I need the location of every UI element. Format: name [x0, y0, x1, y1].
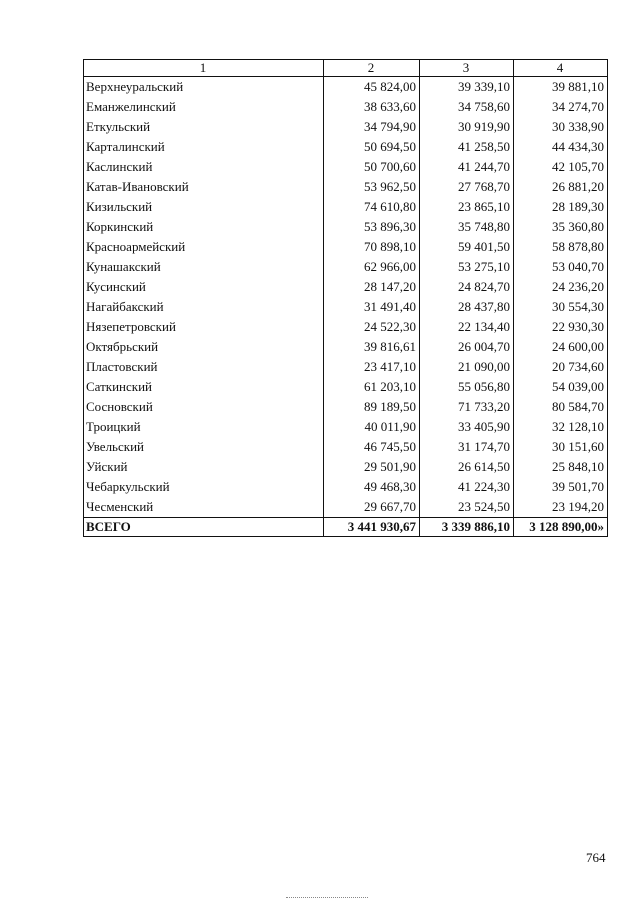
- value-cell-col-4: 28 189,30: [514, 197, 608, 217]
- value-cell-col-2: 70 898,10: [324, 237, 420, 257]
- value-cell-col-3: 26 614,50: [420, 457, 514, 477]
- district-name-cell: Нагайбакский: [84, 297, 324, 317]
- value-cell-col-2: 50 694,50: [324, 137, 420, 157]
- value-cell-col-2: 40 011,90: [324, 417, 420, 437]
- total-col-4: 3 128 890,00»: [514, 518, 608, 537]
- total-col-2: 3 441 930,67: [324, 518, 420, 537]
- district-name-cell: Нязепетровский: [84, 317, 324, 337]
- table-row: [84, 377, 608, 397]
- value-cell-col-2: 39 816,61: [324, 337, 420, 357]
- value-cell-col-3: 34 758,60: [420, 97, 514, 117]
- district-name-cell: Троицкий: [84, 417, 324, 437]
- value-cell-col-3: 24 824,70: [420, 277, 514, 297]
- district-name-cell: Октябрьский: [84, 337, 324, 357]
- value-cell-col-4: 20 734,60: [514, 357, 608, 377]
- value-cell-col-2: 74 610,80: [324, 197, 420, 217]
- district-name-cell: Карталинский: [84, 137, 324, 157]
- district-name-cell: Увельский: [84, 437, 324, 457]
- value-cell-col-3: 27 768,70: [420, 177, 514, 197]
- table-row: [84, 117, 608, 137]
- table-row: [84, 337, 608, 357]
- district-name-cell: Коркинский: [84, 217, 324, 237]
- table-row: [84, 497, 608, 518]
- value-cell-col-2: 49 468,30: [324, 477, 420, 497]
- header-row: [84, 60, 608, 77]
- value-cell-col-4: 24 600,00: [514, 337, 608, 357]
- district-name-cell: Кунашакский: [84, 257, 324, 277]
- value-cell-col-2: 53 962,50: [324, 177, 420, 197]
- district-name-cell: Сосновский: [84, 397, 324, 417]
- value-cell-col-3: 59 401,50: [420, 237, 514, 257]
- column-header-1: 1: [84, 60, 324, 77]
- value-cell-col-3: 23 865,10: [420, 197, 514, 217]
- value-cell-col-3: 55 056,80: [420, 377, 514, 397]
- table-row: [84, 437, 608, 457]
- value-cell-col-3: 30 919,90: [420, 117, 514, 137]
- table-row: [84, 417, 608, 437]
- value-cell-col-3: 33 405,90: [420, 417, 514, 437]
- total-col-3: 3 339 886,10: [420, 518, 514, 537]
- value-cell-col-2: 53 896,30: [324, 217, 420, 237]
- table-footer: [84, 518, 608, 537]
- table-row: [84, 217, 608, 237]
- district-name-cell: Кусинский: [84, 277, 324, 297]
- value-cell-col-4: 39 881,10: [514, 77, 608, 98]
- table-row: [84, 277, 608, 297]
- table-row: [84, 157, 608, 177]
- table-header: [84, 60, 608, 77]
- table-row: [84, 137, 608, 157]
- value-cell-col-4: 53 040,70: [514, 257, 608, 277]
- value-cell-col-4: 44 434,30: [514, 137, 608, 157]
- table-row: [84, 97, 608, 117]
- table-row: [84, 357, 608, 377]
- value-cell-col-3: 31 174,70: [420, 437, 514, 457]
- value-cell-col-4: 42 105,70: [514, 157, 608, 177]
- district-name-cell: Катав-Ивановский: [84, 177, 324, 197]
- table-row: [84, 297, 608, 317]
- district-name-cell: Чесменский: [84, 497, 324, 518]
- table-row: [84, 237, 608, 257]
- value-cell-col-3: 41 244,70: [420, 157, 514, 177]
- value-cell-col-2: 29 501,90: [324, 457, 420, 477]
- table-row: [84, 77, 608, 98]
- table-row: [84, 257, 608, 277]
- total-label: ВСЕГО: [84, 518, 324, 537]
- table-row: [84, 457, 608, 477]
- value-cell-col-3: 26 004,70: [420, 337, 514, 357]
- value-cell-col-4: 25 848,10: [514, 457, 608, 477]
- value-cell-col-4: 30 151,60: [514, 437, 608, 457]
- district-name-cell: Красноармейский: [84, 237, 324, 257]
- value-cell-col-4: 23 194,20: [514, 497, 608, 518]
- value-cell-col-3: 22 134,40: [420, 317, 514, 337]
- value-cell-col-2: 62 966,00: [324, 257, 420, 277]
- value-cell-col-2: 45 824,00: [324, 77, 420, 98]
- table-row: [84, 397, 608, 417]
- district-name-cell: Уйский: [84, 457, 324, 477]
- value-cell-col-4: 34 274,70: [514, 97, 608, 117]
- value-cell-col-2: 61 203,10: [324, 377, 420, 397]
- value-cell-col-3: 71 733,20: [420, 397, 514, 417]
- value-cell-col-4: 30 554,30: [514, 297, 608, 317]
- value-cell-col-2: 24 522,30: [324, 317, 420, 337]
- table-row: [84, 477, 608, 497]
- value-cell-col-2: 31 491,40: [324, 297, 420, 317]
- value-cell-col-4: 22 930,30: [514, 317, 608, 337]
- value-cell-col-2: 38 633,60: [324, 97, 420, 117]
- value-cell-col-2: 50 700,60: [324, 157, 420, 177]
- value-cell-col-3: 53 275,10: [420, 257, 514, 277]
- value-cell-col-2: 29 667,70: [324, 497, 420, 518]
- district-name-cell: Кизильский: [84, 197, 324, 217]
- district-name-cell: Еманжелинский: [84, 97, 324, 117]
- value-cell-col-2: 34 794,90: [324, 117, 420, 137]
- value-cell-col-3: 41 224,30: [420, 477, 514, 497]
- value-cell-col-4: 30 338,90: [514, 117, 608, 137]
- value-cell-col-4: 32 128,10: [514, 417, 608, 437]
- value-cell-col-2: 28 147,20: [324, 277, 420, 297]
- value-cell-col-2: 89 189,50: [324, 397, 420, 417]
- district-name-cell: Каслинский: [84, 157, 324, 177]
- district-name-cell: Чебаркульский: [84, 477, 324, 497]
- value-cell-col-4: 54 039,00: [514, 377, 608, 397]
- district-name-cell: Пластовский: [84, 357, 324, 377]
- value-cell-col-3: 35 748,80: [420, 217, 514, 237]
- page-number: 764: [586, 850, 606, 865]
- value-cell-col-3: 28 437,80: [420, 297, 514, 317]
- district-name-cell: Еткульский: [84, 117, 324, 137]
- table-row: [84, 197, 608, 217]
- value-cell-col-4: 35 360,80: [514, 217, 608, 237]
- value-cell-col-3: 39 339,10: [420, 77, 514, 98]
- value-cell-col-2: 23 417,10: [324, 357, 420, 377]
- column-header-3: 3: [420, 60, 514, 77]
- value-cell-col-3: 41 258,50: [420, 137, 514, 157]
- total-row: [84, 518, 608, 537]
- value-cell-col-3: 21 090,00: [420, 357, 514, 377]
- value-cell-col-4: 24 236,20: [514, 277, 608, 297]
- value-cell-col-4: 80 584,70: [514, 397, 608, 417]
- table-row: [84, 177, 608, 197]
- budget-table: [83, 59, 608, 537]
- value-cell-col-2: 46 745,50: [324, 437, 420, 457]
- value-cell-col-4: 39 501,70: [514, 477, 608, 497]
- district-name-cell: Верхнеуральский: [84, 77, 324, 98]
- column-header-2: 2: [324, 60, 420, 77]
- value-cell-col-4: 58 878,80: [514, 237, 608, 257]
- table-row: [84, 317, 608, 337]
- district-name-cell: Саткинский: [84, 377, 324, 397]
- bottom-divider: [286, 897, 368, 898]
- column-header-4: 4: [514, 60, 608, 77]
- value-cell-col-3: 23 524,50: [420, 497, 514, 518]
- table-body: [84, 77, 608, 518]
- value-cell-col-4: 26 881,20: [514, 177, 608, 197]
